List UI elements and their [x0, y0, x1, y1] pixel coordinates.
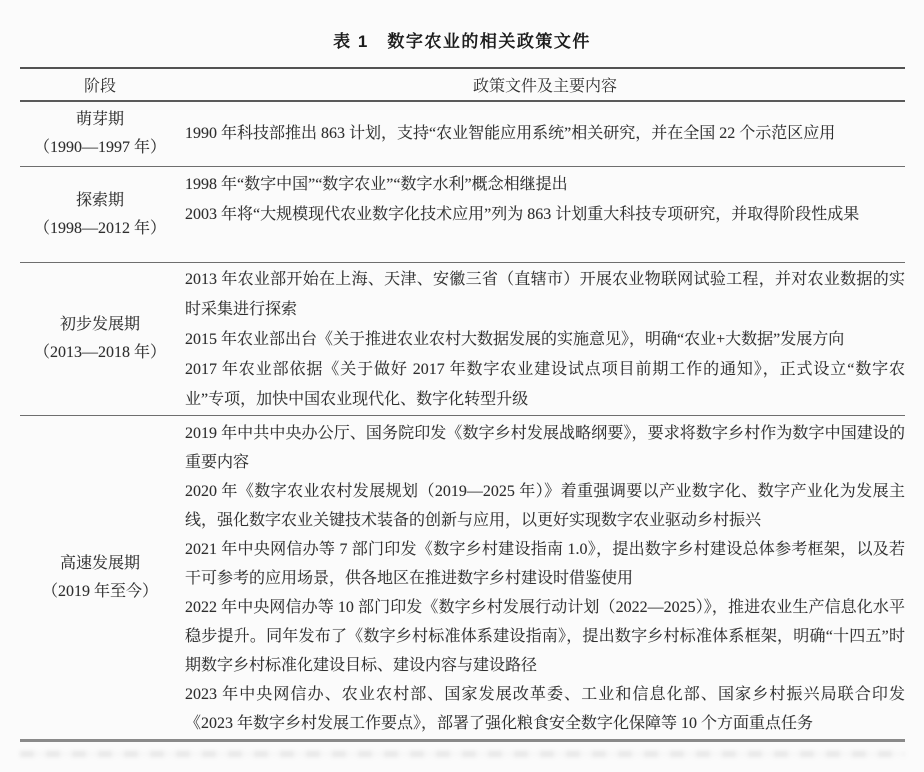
policy-item: 2015 年农业部出台《关于推进农业农村大数据发展的实施意见》，明确“农业+大数据”发展方向 [185, 331, 845, 348]
stage-name: 探索期 [75, 191, 124, 209]
policy-item: 1990 年科技部推出 863 计划，支持“农业智能应用系统”相关研究，并在全国 22 个示范区应用 [185, 125, 836, 142]
stage-name: 萌芽期 [75, 111, 124, 128]
stage-period: （1990—1997 年） [33, 139, 166, 156]
policy-item: 2022 年中央网信办等 10 部门印发《数字乡村发展行动计划（2022—2025）》，推进农业生产信息化水平稳步提升。同年发布了《数字乡村标准体系建设指南》，提出数字乡村标准体系框架，明确“十四五”时期数字乡村标准化建设目标、建设内容与建设路径 [185, 599, 905, 674]
content-cell-initial-development [180, 263, 905, 415]
document-page [0, 27, 924, 772]
policy-item: 2003 年将“大规模现代农业数字化技术应用”列为 863 计划重大科技专项研究，并取得阶段性成果 [185, 206, 860, 223]
stage-period: （2013—2018 年） [33, 344, 166, 361]
stage-period: （1998—2012 年） [33, 219, 166, 237]
table-row-initial-development [20, 263, 905, 416]
stage-cell-germination [20, 102, 180, 166]
stage-cell-initial-development [20, 263, 180, 415]
table-caption: 表 1 数字农业的相关政策文件 [333, 32, 591, 51]
stage-period: （2019 年至今） [41, 582, 158, 600]
policy-item: 2017 年农业部依据《关于做好 2017 年数字农业建设试点项目前期工作的通知》，正式设立“数字农业”专项，加快中国农业现代化、数字化转型升级 [185, 361, 905, 408]
policy-item: 2021 年中央网信办等 7 部门印发《数字乡村建设指南 1.0》，提出数字乡村建设总体参考框架，以及若干可参考的应用场景，供各地区在推进数字乡村建设时借鉴使用 [185, 541, 905, 587]
stage-name: 初步发展期 [59, 316, 140, 333]
content-cell-exploration [180, 167, 905, 262]
table-row-exploration [20, 167, 905, 263]
policy-item: 2023 年中央网信办、农业农村部、国家发展改革委、工业和信息化部、国家乡村振兴局联合印发《2023 年数字乡村发展工作要点》，部署了强化粮食安全数字化保障等 10 个方面重点任务 [185, 686, 905, 732]
stage-cell-exploration [20, 167, 180, 262]
policy-item: 2013 年农业部开始在上海、天津、安徽三省（直辖市）开展农业物联网试验工程，并对农业数据的实时采集进行探索 [185, 271, 905, 318]
stage-cell-rapid-development [20, 416, 180, 739]
policy-item: 2019 年中共中央办公厅、国务院印发《数字乡村发展战略纲要》，要求将数字乡村作为数字中国建设的重要内容 [185, 425, 905, 471]
cut-off-next-line [20, 751, 905, 757]
table-row-rapid-development [20, 416, 905, 739]
stage-name: 高速发展期 [59, 554, 140, 572]
policy-item: 1998 年“数字中国”“数字农业”“数字水利”概念相继提出 [185, 176, 568, 193]
header-stage: 阶段 [83, 78, 116, 95]
policy-item: 2020 年《数字农业农村发展规划（2019—2025 年）》着重强调要以产业数字化、数字产业化为发展主线，强化数字农业关键技术装备的创新与应用，以更好实现数字农业驱动乡村振兴 [185, 483, 905, 529]
policy-table [20, 67, 905, 742]
content-cell-germination [180, 102, 905, 166]
content-cell-rapid-development [180, 416, 905, 739]
header-content: 政策文件及主要内容 [472, 78, 617, 95]
table-row-germination [20, 102, 905, 167]
table-header-row [20, 69, 905, 102]
